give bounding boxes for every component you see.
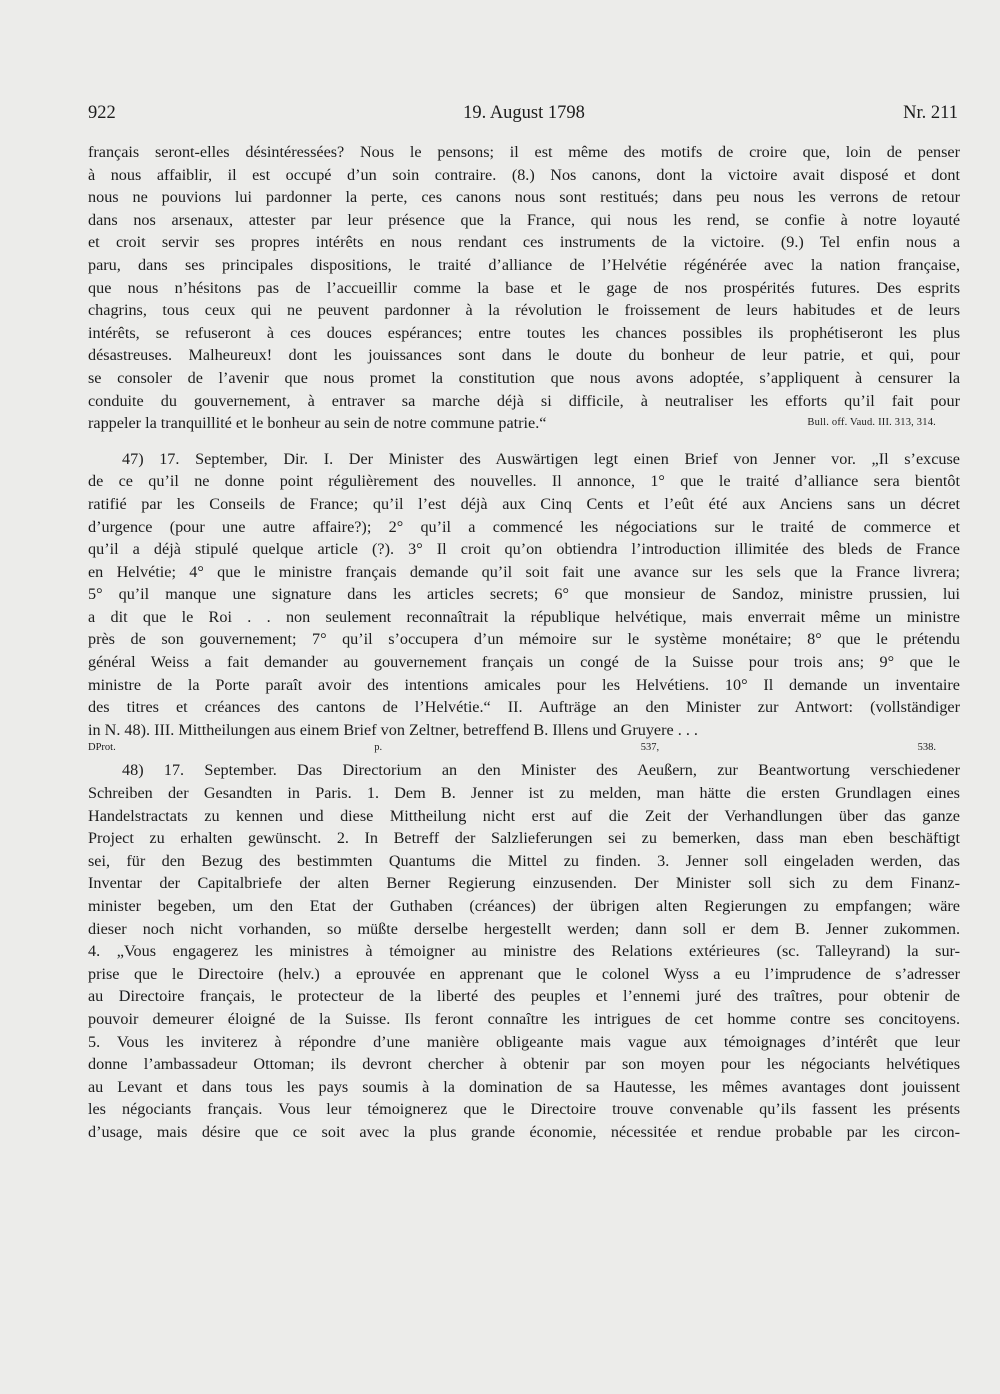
body-text xyxy=(88,141,960,1144)
text-line: d’urgence (pour une autre affaire?); 2° qu’il a commencé les négociations sur le traité de commerce et xyxy=(88,517,960,536)
text-line: intérêts, se refuseront à ces douces espérances; entre toutes les chances possibles ils prophétiseront les plus xyxy=(88,323,960,342)
text-line: se consoler de l’avenir que nous promet la constitution que nous avons adoptée, s’appliquent à censurer la xyxy=(88,368,960,387)
text-line: minister begeben, um den Etat der Guthaben (créances) der übrigen alten Regierungen zu empfangen; wäre xyxy=(88,897,960,915)
text-line: d’usage, mais désire que ce soit avec la plus grande économie, nécessitée et rendue probable par les circon- xyxy=(88,1122,960,1141)
text-line: que nous n’hésitons pas de l’accueillir comme la base et le gage de nos prospérités futures. Des esprits xyxy=(88,278,960,297)
text-line: général Weiss a fait demander au gouvernement français un congé de la Suisse pour trois ans; 9° que le xyxy=(88,653,960,672)
text-line: sei, für den Bezug des bestimmten Quantums die Mittel zu finden. 3. Jenner soll eingeladen werden, das xyxy=(88,851,960,870)
source-citation: Bull. off. Vaud. III. 313, 314. xyxy=(807,417,936,429)
text-line: Inventar der Capitalbriefe der alten Berner Regierung einzusenden. Der Minister soll sich zu dem Finanz- xyxy=(88,874,960,893)
text-line: 48) 17. September. Das Directorium an den Minister des Aeußern, zur Beantwortung verschiedener xyxy=(122,761,960,780)
text-line: paru, dans ses principales dispositions, le traité d’alliance de l’Helvétie régénérée avec la nation française, xyxy=(88,255,960,274)
text-line: pouvoir demeurer éloigné de la Suisse. Ils feront connaître les intrigues de cet homme contre ses concitoyens. xyxy=(88,1009,960,1028)
text-line: 4. „Vous engagerez les ministres à témoigner au ministre des Relations extérieures (sc. Talleyrand) la sur- xyxy=(88,942,960,961)
paragraph-gap xyxy=(88,435,960,448)
text-line: 5° qu’il manque une signature dans les articles secrets; 6° que monsieur de Sandoz, ministre prussien, lui xyxy=(88,585,960,604)
text-line: au Directoire français, le protecteur de la liberté des peuples et l’ennemi juré des traîtres, pour obtenir de xyxy=(88,987,960,1006)
document-number: Nr. 211 xyxy=(903,103,958,123)
text-line: rappeler la tranquillité et le bonheur au sein de notre commune patrie.“ xyxy=(88,414,547,433)
text-line: qu’il a déjà stipulé quelque article (?). 3° Il croit qu’on obtiendra l’introduction illimitée des bleds de France xyxy=(88,540,960,559)
text-line: donne l’ambassadeur Ottoman; ils devront chercher à obtenir par son moyen pour les négociants helvétiques xyxy=(88,1055,960,1074)
text-line: français seront-elles désintéressées? Nous le pensons; il est même des motifs de croire que, loin de penser xyxy=(88,143,960,161)
text-line: en Helvétie; 4° que le ministre français demande qu’il soit fait une avance sur les sels que la France livrera; xyxy=(88,562,960,581)
text-line: désastreuses. Malheureux! dont les jouissances sont dans le doute du bonheur de leur patrie, et qui, pour xyxy=(88,346,960,365)
text-line: Schreiben der Gesandten in Paris. 1. Dem B. Jenner ist zu melden, man hätte die ersten Grundlagen eines xyxy=(88,784,960,803)
paragraph-entry-48 xyxy=(88,759,960,1143)
text-line: des titres et créances des cantons de l’Helvétie.“ II. Aufträge an den Minister zur Antwort: (vollständiger xyxy=(88,698,960,717)
text-line: chagrins, tous ceux qui ne peuvent pardonner à la révolution le froissement de leurs habitudes et de leurs xyxy=(88,301,960,320)
page-number: 922 xyxy=(88,103,116,123)
text-line-with-source xyxy=(88,412,960,435)
text-line: conduite du gouvernement, à entraver sa marche déjà si difficile, à neutraliser les efforts qu’il fait pour xyxy=(88,391,960,410)
text-line: au Levant et dans tous les pays soumis à la domination de sa Hautesse, les mêmes avantages dont jouissent xyxy=(88,1077,960,1096)
text-line: nous ne pouvions lui pardonner la perte, ces canons nous sont restitués; dans peu nous les verrons de retour xyxy=(88,188,960,207)
text-line: in N. 48). III. Mittheilungen aus einem Brief von Zeltner, betreffend B. Illens und Gruyere . . . xyxy=(88,720,698,739)
text-line: dieser noch nicht vorhanden, so müßte derselbe hergestellt werden; dann soll er dem B. Jenner zukommen. xyxy=(88,919,960,938)
text-line: les négociants français. Vous leur témoignerez que le Directoire trouve convenable qu’ils fassent les présents xyxy=(88,1100,960,1119)
text-line: prise que le Directoire (helv.) a eprouvée en apprenant que le colonel Wyss a eu l’imprudence de s’adresser xyxy=(88,964,960,983)
source-citation: DProt. p. 537, 538. xyxy=(88,742,936,754)
text-line: ratifié par les Conseils de France; qu’il l’est déjà aux Cinq Cents et l’eût été aux Anciens sans un décret xyxy=(88,494,960,513)
text-line: Handelstractats zu kennen und diese Mittheilung nicht erst auf die Zeit der Verhandlungen über das ganze xyxy=(88,806,960,825)
header-date: 19. August 1798 xyxy=(463,103,585,123)
text-line: 5. Vous les inviterez à répondre d’une manière obligeante mais vague aux témoignages d’intérêt que leur xyxy=(88,1032,960,1051)
text-line: dans nos arsenaux, attester par leur présence que la France, qui nous les rend, se confie à notre loyauté xyxy=(88,210,960,229)
paragraph-french-continuation xyxy=(88,141,960,435)
text-line: près de son gouvernement; 7° qu’il s’occupera d’un mémoire sur le système monétaire; 8° que le prétendu xyxy=(88,630,960,649)
page-header xyxy=(88,101,960,125)
text-line: ministre de la Porte paraît avoir des intentions amicales pour les Helvétiens. 10° Il demande un inventaire xyxy=(88,675,960,694)
paragraph-entry-47 xyxy=(88,448,960,758)
text-line: 47) 17. September, Dir. I. Der Minister des Auswärtigen legt einen Brief von Jenner vor. „Il s’excuse xyxy=(122,449,960,468)
text-line: a dit que le Roi . . non seulement reconnaîtrait la république helvétique, mais enverrait même un ministre xyxy=(88,607,960,626)
text-line: Project zu erhalten gewünscht. 2. In Betreff der Salzlieferungen sei zu bemerken, dass man eben beschäftigt xyxy=(88,829,960,848)
text-line: à nous affaiblir, il est occupé d’un soin contraire. (8.) Nos canons, dont la victoire avait disposé et dont xyxy=(88,165,960,184)
text-line: de ce qu’il ne donne point régulièrement des nouvelles. Il annonce, 1° que le traité d’alliance sera bientôt xyxy=(88,472,960,491)
text-line: et croit servir ses propres intérêts en nous rendant ces instruments de la victoire. (9.) Tel enfin nous a xyxy=(88,233,960,252)
